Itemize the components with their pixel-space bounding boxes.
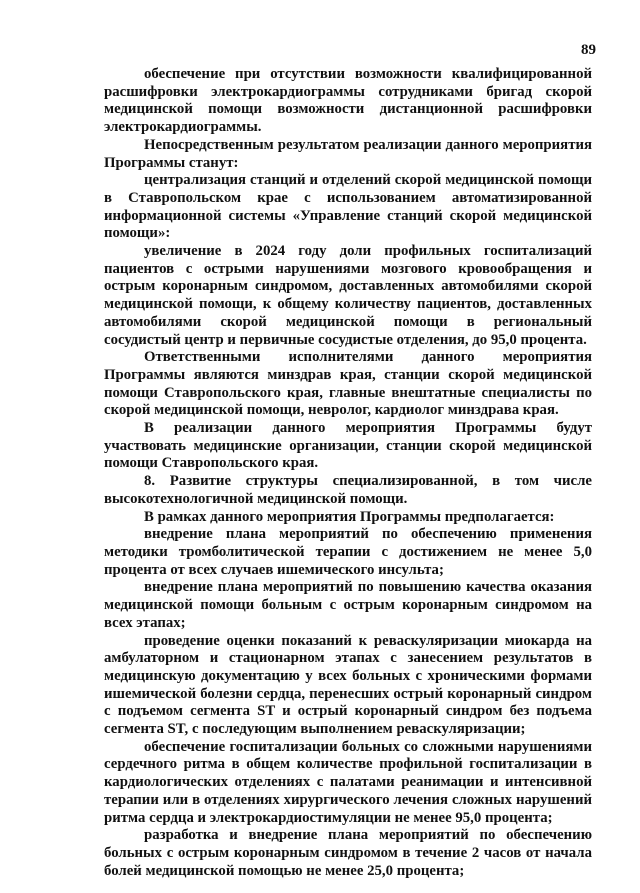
paragraph: увеличение в 2024 году доли профильных госпитализаций пациентов с острыми нарушениями мозгового кровообращения и острым коронарным синдромом, доставленных автомобилями скорой медицинской помощи, к общему количеству пациентов, доставленных автомобилями скорой медицинской помощи в региональный сосудистый центр и первичные сосудистые отделения, до 95,0 процента. bbox=[104, 243, 592, 348]
paragraph: внедрение плана мероприятий по повышению качества оказания медицинской помощи больным с острым коронарным синдромом на всех этапах; bbox=[104, 579, 592, 631]
paragraph: обеспечение при отсутствии возможности квалифицированной расшифровки электрокардиограммы сотрудниками бригад скорой медицинской помощи возможности дистанционной расшифровки электрокардиограммы. bbox=[104, 66, 592, 136]
paragraph: обеспечение госпитализации больных со сложными нарушениями сердечного ритма в общем количестве профильной госпитализации в кардиологических отделениях с палатами реанимации и интенсивной терапии или в отделениях хирургического лечения сложных нарушений ритма сердца и электрокардиостимуляции не менее 95,0 процента; bbox=[104, 738, 592, 826]
paragraph: проведение оценки показаний к реваскуляризации миокарда на амбулаторном и стационарном этапах с занесением результатов в медицинскую документацию у всех больных с хроническими формами ишемической болезни сердца, перенесших острый коронарный синдром с подъемом сегмента ST и острый коронарный синдром без подъема сегмента ST, с последующим выполнением реваскуляризации; bbox=[104, 632, 592, 738]
paragraph: 8. Развитие структуры специализированной, в том числе высокотехнологичной медицинской помощи. bbox=[104, 473, 592, 507]
page-number: 89 bbox=[581, 42, 596, 58]
paragraph: централизация станций и отделений скорой медицинской помощи в Ставропольском крае с использованием автоматизированной информационной системы «Управление станций скорой медицинской помощи»: bbox=[104, 172, 592, 242]
document-body bbox=[104, 66, 592, 880]
paragraph: В реализации данного мероприятия Программы будут участвовать медицинские организации, станции скорой медицинской помощи Ставропольского края. bbox=[104, 420, 592, 472]
paragraph: Непосредственным результатом реализации данного мероприятия Программы станут: bbox=[104, 136, 592, 171]
paragraph: Ответственными исполнителями данного мероприятия Программы являются минздрав края, станции скорой медицинской помощи Ставропольского края, главные внештатные специалисты по скорой медицинской помощи, невролог, кардиолог минздрава края. bbox=[104, 349, 592, 419]
paragraph: разработка и внедрение плана мероприятий по обеспечению больных с острым коронарным синдромом в течение 2 часов от начала болей медицинской помощью не менее 25,0 процента; bbox=[104, 827, 592, 879]
paragraph: В рамках данного мероприятия Программы предполагается: bbox=[144, 508, 555, 525]
paragraph: внедрение плана мероприятий по обеспечению применения методики тромболитической терапии с достижением не менее 5,0 процента от всех случаев ишемического инсульта; bbox=[104, 526, 592, 578]
